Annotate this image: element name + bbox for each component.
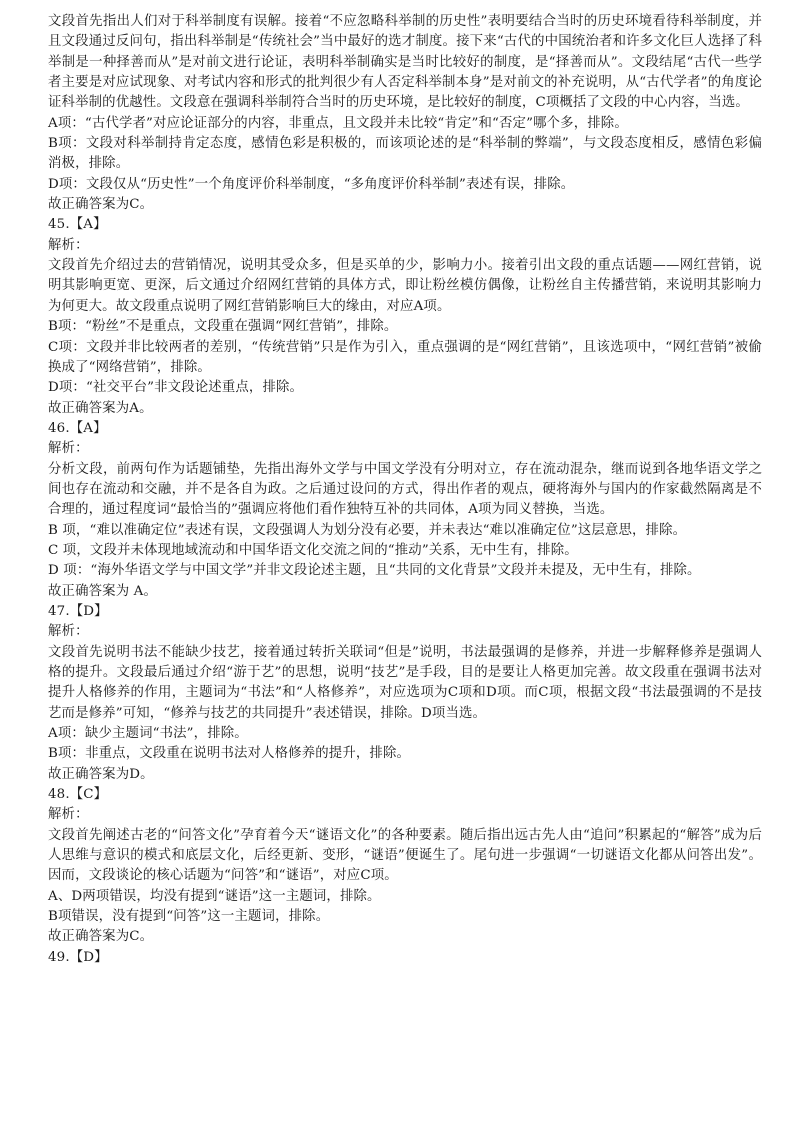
- analysis-label: 解析：: [48, 624, 89, 640]
- paragraph-q46-answer: 故正确答案为 A。: [48, 583, 158, 599]
- question-48-header: 48.【C】: [48, 787, 108, 803]
- paragraph-q46-option-b: B 项，“难以准确定位”表述有误，文段强调人为划分没有必要，并未表达“难以准确定位”这层意思，排除。: [48, 522, 687, 538]
- paragraph-q46-option-c: C 项，文段并未体现地域流动和中国华语文化交流之间的“推动”关系，无中生有，排除。: [48, 542, 578, 558]
- paragraph-q47-answer: 故正确答案为D。: [48, 766, 154, 782]
- paragraph-q48-answer: 故正确答案为C。: [48, 929, 154, 945]
- document-page: [48, 12, 762, 968]
- paragraph-q44-analysis: 文段首先指出人们对于科举制度有误解。接着“不应忽略科举制的历史性”表明要结合当时的历史环境看待科举制度，并且文段通过反问句，指出科举制是“传统社会”当中最好的选才制度。接下来“古代的中国统治者和许多文化巨人选择了科举制是一种择善而从”是对前文进行论证，表明科举制确实是当时比较好的制度，是“择善而从”。文段结尾“古代一些学者主要是对应试现象、对考试内容和形式的批判很少有人否定科举制本身”是对前文的补充说明，从“古代学者”的角度论证科举制的优越性。文段意在强调科举制符合当时的历史环境，是比较好的制度，C项概括了文段的中心内容，当选。: [48, 14, 762, 111]
- paragraph-q44-option-b: B项：文段对科举制持肯定态度，感情色彩是积极的，而该项论述的是“科举制的弊端”，与文段态度相反，感情色彩偏消极，排除。: [48, 136, 762, 172]
- question-49-header: 49.【D】: [48, 949, 108, 965]
- question-47-header: 47.【D】: [48, 603, 108, 619]
- paragraph-q47-option-b: B项：非重点，文段重在说明书法对人格修养的提升，排除。: [48, 746, 411, 762]
- question-45-header: 45.【A】: [48, 217, 107, 233]
- paragraph-q45-option-b: B项：“粉丝”不是重点，文段重在强调“网红营销”，排除。: [48, 319, 398, 335]
- analysis-label: 解析：: [48, 237, 89, 253]
- paragraph-q44-option-a: A项：“古代学者”对应论证部分的内容，非重点，且文段并未比较“肯定”和“否定”哪个多，排除。: [48, 115, 628, 131]
- paragraph-q47-option-a: A项：缺少主题词“书法”，排除。: [48, 726, 248, 742]
- paragraph-q45-option-c: C项：文段并非比较两者的差别，“传统营销”只是作为引入，重点强调的是“网红营销”，且该选项中，“网红营销”被偷换成了“网络营销”，排除。: [48, 339, 762, 375]
- paragraph-q45-answer: 故正确答案为A。: [48, 400, 153, 416]
- paragraph-q48-option-ad: A、D两项错误，均没有提到“谜语”这一主题词，排除。: [48, 888, 381, 904]
- paragraph-q46-analysis: 分析文段，前两句作为话题铺垫，先指出海外文学与中国文学没有分明对立，存在流动混杂，继而说到各地华语文学之间也存在流动和交融，并不是各自为政。之后通过设问的方式，得出作者的观点，硬将海外与国内的作家截然隔离是不合理的，通过程度词“最恰当的”强调应将他们看作独特互补的共同体，A项为同义替换，当选。: [48, 461, 762, 518]
- paragraph-q44-option-d: D项：文段仅从“历史性”一个角度评价科举制度，“多角度评价科举制”表述有误，排除。: [48, 176, 575, 192]
- paragraph-q48-option-b: B项错误，没有提到“问答”这一主题词，排除。: [48, 909, 330, 925]
- paragraph-q47-analysis: 文段首先说明书法不能缺少技艺，接着通过转折关联词“但是”说明，书法最强调的是修养，并进一步解释修养是强调人格的提升。文段最后通过介绍“游于艺”的思想，说明“技艺”是手段，目的是要让人格更加完善。故文段重在强调书法对提升人格修养的作用，主题词为“书法”和“人格修养”，对应选项为C项和D项。而C项，根据文段“书法最强调的不是技艺而是修养”可知，“修养与技艺的共同提升”表述错误，排除。D项当选。: [48, 644, 762, 721]
- paragraph-q46-option-d: D 项：“海外华语文学与中国文学”并非文段论述主题，且“共同的文化背景”文段并未提及，无中生有，排除。: [48, 563, 701, 579]
- paragraph-q45-analysis: 文段首先介绍过去的营销情况，说明其受众多，但是买单的少，影响力小。接着引出文段的重点话题——网红营销，说明其影响更宽、更深，后文通过介绍网红营销的具体方式，即让粉丝模仿偶像，让粉丝自主传播营销，来说明其影响力为何更大。故文段重点说明了网红营销影响巨大的缘由，对应A项。: [48, 258, 762, 314]
- paragraph-q44-answer: 故正确答案为C。: [48, 197, 154, 213]
- analysis-label: 解析：: [48, 807, 89, 823]
- paragraph-q48-analysis: 文段首先阐述古老的“问答文化”孕育着今天“谜语文化”的各种要素。随后指出远古先人由“追问”积累起的“解答”成为后人思维与意识的模式和底层文化，后经更新、变形，“谜语”便诞生了。尾句进一步强调“一切谜语文化都从问答出发”。因而，文段谈论的核心话题为“问答”和“谜语”，对应C项。: [48, 827, 762, 884]
- question-46-header: 46.【A】: [48, 420, 107, 436]
- paragraph-q45-option-d: D项：“社交平台”非文段论述重点，排除。: [48, 380, 304, 396]
- analysis-label: 解析：: [48, 441, 89, 457]
